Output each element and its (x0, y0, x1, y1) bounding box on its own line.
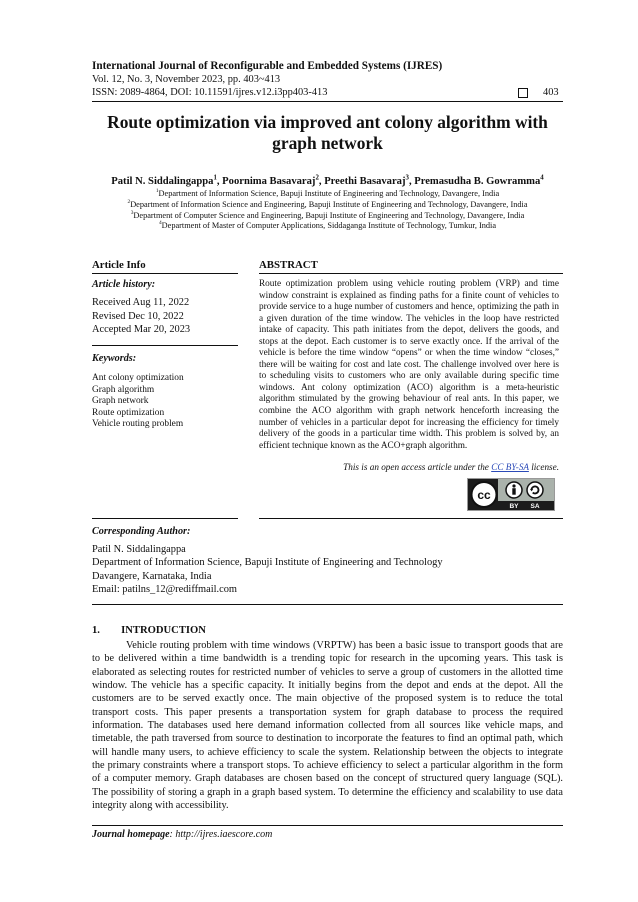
author-name: Premasudha B. Gowramma (414, 176, 541, 187)
affiliation: $^1$Department of Information Science, Bapuji Institute of Engineering and Technology, Davangere, India (155, 188, 500, 198)
article-info-heading: Article Info (92, 259, 146, 271)
article-info-rule (92, 273, 238, 274)
issn-doi: ISSN: 2089-4864, DOI: 10.11591/ijres.v12.i3pp403-413 (92, 87, 328, 98)
author-sup: 4 (540, 174, 544, 182)
author-name: Poornima Basavaraj (222, 176, 316, 187)
history-heading: Article history: (92, 279, 156, 290)
cc-by-sa-badge[interactable] (467, 478, 555, 511)
abstract-text: Route optimization problem using vehicle routing problem (VRP) and time window constraint is explained as finding paths for a finite count of vehicles to provide service to a huge number of customers and hence, optimizing the path in a given duration of the time window. The vehicles in the loop have restricted intake of capacity. This path initiates from the depot, delivers the goods, and stops at the depot. Each customer is to serve exactly once. If the arrival of the vehicle is before the time window “opens” or when the time window “closes,” there will be waiting for cost and late cost. The challenge involved over here is to scheduling visits to customers who are only available during specific time windows. Ant colony optimization (ACO) algorithm is a meta-heuristic algorithm stimulated by the growing behaviour of real ants. In this paper, we combine the ACO algorithm with graph network henceforth increasing the number of vehicles in a particular depot for increasing the efficiency for timely delivery of the goods in a particular time width. This problem is solved by, an efficient technique known as the ACO+graph algorithm. (259, 279, 559, 451)
keywords-heading: Keywords: (92, 353, 137, 364)
license-link[interactable]: CC BY-SA (491, 462, 529, 472)
author-list: Patil N. Siddalingappa$^1$, Poornima Basavaraj$^2$, Preethi Basavaraj$^3$, Premasudha B. Gowramma$^4$ (111, 174, 544, 187)
footer-url[interactable]: : http://ijres.iaescore.com (169, 829, 273, 840)
author-sup: 1 (213, 174, 217, 182)
license-line: This is an open access article under the CC BY-SA license. (343, 462, 559, 472)
corresponding-location: Davangere, Karnataka, India (92, 570, 212, 582)
footer-label: Journal homepage (92, 829, 170, 840)
corresponding-rule-right (259, 518, 563, 519)
header-rule (92, 101, 563, 102)
volume-info: Vol. 12, No. 3, November 2023, pp. 403~413 (92, 74, 281, 85)
keywords-rule (92, 345, 238, 346)
keyword: Graph algorithm (92, 384, 155, 395)
svg-text:cc: cc (477, 488, 491, 502)
history-item: Received Aug 11, 2022 (92, 297, 190, 308)
keyword: Route optimization (92, 407, 165, 418)
keywords-list (92, 373, 184, 431)
history-item: Revised Dec 10, 2022 (92, 310, 184, 322)
abstract-heading: ABSTRACT (259, 259, 318, 271)
page-box-icon (518, 88, 528, 98)
corresponding-dept: Department of Information Science, Bapuji Institute of Engineering and Technology (92, 557, 443, 569)
introduction-heading: 1. INTRODUCTION (92, 625, 206, 636)
affiliation: $^3$Department of Computer Science and Engineering, Bapuji Institute of Engineering and Technology, Davangere, India (130, 209, 525, 220)
corresponding-name: Patil N. Siddalingappa (92, 544, 186, 555)
affiliation: $^4$Department of Master of Computer Applications, Siddaganga Institute of Technology, Tumkur, India (158, 220, 497, 231)
affiliation: $^2$Department of Information Science and Engineering, Bapuji Institute of Engineering and Technology, Davangere, India (127, 199, 528, 209)
author-sup: 2 (315, 174, 319, 182)
keyword: Graph network (92, 396, 149, 407)
paper-title: Route optimization via improved ant colony algorithm with graph network (107, 112, 548, 153)
affiliation-list (92, 189, 563, 232)
svg-text:SA: SA (530, 503, 540, 510)
cc-by-sa-icon (468, 479, 554, 510)
author-name: Preethi Basavaraj (324, 176, 406, 187)
corresponding-heading: Corresponding Author: (92, 526, 191, 537)
svg-text:BY: BY (509, 503, 519, 510)
corresponding-email: Email: patilns_12@rediffmail.com (92, 584, 238, 596)
introduction-text: Vehicle routing problem with time windows (VRPTW) has been a basic issue to transport goods that are to be delivered within a time bandwidth is a trending topic for research in the upcoming years. This task is elaborated as selecting routes for restricted number of vehicles to serve a group of customers in the allotted time window. The vehicle has a specific capacity. It initially begins from the depot and ends at the depot. All the customers are to be served exactly once. The main objective of the proposed system is to reduce the total transport costs. This paper presents a transportation system for graph database to process the required information. The databases used here demand information collected from all sources like vehicle maps, and timetable, the path traversed from source to destination to incorporate the features to find an optimal path, which will handle many users, to achieve efficiency to scale the system. Relationship between the objects to integrate the primary constraints where a transport stops. To achieve efficiency to select a particular algorithm in the form of a computer memory. Graph databases are chosen based on the concept of structured query language (SQL). The possibility of storing a graph in a graph based system. To determine the efficiency and scalability to use data integrity along with accessibility. (92, 640, 563, 812)
keyword: Ant colony optimization (92, 373, 184, 383)
footer-rule (92, 825, 563, 826)
corresponding-rule-left (92, 518, 238, 519)
body-rule (92, 604, 563, 605)
author-sup: 3 (405, 174, 409, 182)
author-name: Patil N. Siddalingappa (111, 176, 214, 187)
corresponding-details (92, 543, 443, 597)
keyword: Vehicle routing problem (92, 419, 184, 430)
journal-name: International Journal of Reconfigurable and Embedded Systems (IJRES) (92, 60, 443, 72)
footer (92, 829, 272, 840)
abstract-rule (259, 273, 563, 274)
history-item: Accepted Mar 20, 2023 (92, 324, 191, 335)
history-list (92, 296, 190, 337)
page-number: 403 (543, 87, 559, 98)
